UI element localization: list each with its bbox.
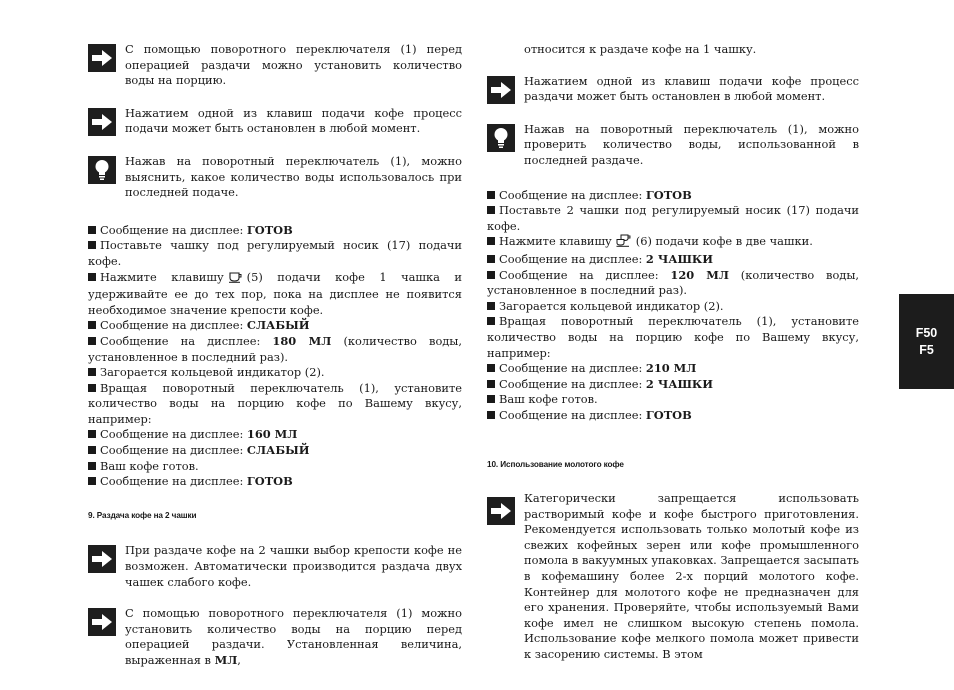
step-item: Сообщение на дисплее: ГОТОВ <box>88 223 462 239</box>
step-item: Сообщение на дисплее: СЛАБЫЙ <box>88 318 462 334</box>
bullet-square-icon <box>88 446 96 454</box>
bullet-square-icon <box>88 273 96 281</box>
continued-text: относится к раздаче кофе на 1 чашку. <box>524 42 757 56</box>
step-item: Сообщение на дисплее: ГОТОВ <box>88 474 462 490</box>
display-message: ГОТОВ <box>246 222 293 237</box>
left-column <box>88 42 462 686</box>
bullet-square-icon <box>88 241 96 249</box>
bullet-square-icon <box>487 411 495 419</box>
bullet-square-icon <box>88 430 96 438</box>
tip-text: Нажав на поворотный переключатель (1), можно выяснить, какое количество воды использовалось при последней подаче. <box>125 153 462 200</box>
bullet-square-icon <box>88 226 96 234</box>
step-item: Сообщение на дисплее: 180 МЛ (количество воды, установленное в последний раз). <box>88 333 462 364</box>
step-item: Поставьте 2 чашки под регулируемый носик (17) подачи кофе. <box>487 203 859 233</box>
model-label: F5 <box>919 342 934 357</box>
bullet-square-icon <box>88 477 96 485</box>
bullet-square-icon <box>487 364 495 372</box>
tip-note <box>487 122 859 169</box>
display-message: 120 МЛ <box>670 267 729 282</box>
step-item: Сообщение на дисплее: 2 ЧАШКИ <box>487 377 859 393</box>
note-arrow <box>487 491 859 663</box>
step-item: Сообщение на дисплее: ГОТОВ <box>487 408 859 424</box>
arrow-right-icon <box>487 76 515 104</box>
arrow-right-icon <box>88 545 116 573</box>
step-item: Вращая поворотный переключатель (1), установите количество воды на порцию кофе по Вашему вкусу, например: <box>88 380 462 426</box>
bullet-square-icon <box>487 271 495 279</box>
arrow-right-icon <box>88 108 116 136</box>
display-message: 210 МЛ <box>645 361 697 376</box>
step-item: Ваш кофе готов. <box>487 392 859 408</box>
bullet-square-icon <box>487 317 495 325</box>
display-message: СЛАБЫЙ <box>246 318 310 333</box>
display-message: ГОТОВ <box>645 187 692 202</box>
step-item: Сообщение на дисплее: СЛАБЫЙ <box>88 443 462 459</box>
bullet-square-icon <box>487 191 495 199</box>
bullet-square-icon <box>88 462 96 470</box>
display-message: 2 ЧАШКИ <box>645 251 714 266</box>
bullet-square-icon <box>487 255 495 263</box>
section-heading: 10. Использование молотого кофе <box>487 460 624 470</box>
tip-text: Нажав на поворотный переключатель (1), можно проверить количество воды, использованной в последней раздаче. <box>524 121 859 167</box>
display-message: СЛАБЫЙ <box>246 443 310 458</box>
display-message: 2 ЧАШКИ <box>645 376 714 391</box>
step-item: Загорается кольцевой индикатор (2). <box>88 365 462 381</box>
tip-note <box>88 154 462 201</box>
display-message: ГОТОВ <box>645 407 692 422</box>
step-item: Сообщение на дисплее: 160 МЛ <box>88 427 462 443</box>
step-item: Сообщение на дисплее: 120 МЛ (количество воды, установленное в последний раз). <box>487 267 860 298</box>
step-item: Поставьте чашку под регулируемый носик (17) подачи кофе. <box>88 238 462 268</box>
display-message: 160 МЛ <box>246 427 298 442</box>
bullet-square-icon <box>487 302 495 310</box>
step-item: Сообщение на дисплее: ГОТОВ <box>487 188 859 204</box>
bullet-square-icon <box>88 337 96 345</box>
note-text: С помощью поворотного переключателя (1) можно установить количество воды на порцию перед операцией раздачи. Установленная величина, выраженная в МЛ, <box>125 606 462 667</box>
bullet-square-icon <box>88 368 96 376</box>
bullet-square-icon <box>487 237 495 245</box>
step-item: Ваш кофе готов. <box>88 459 462 475</box>
two-cups-icon <box>616 234 632 252</box>
note-arrow <box>88 42 462 89</box>
lightbulb-icon <box>487 124 515 152</box>
step-item: Нажмите клавишу (5) подачи кофе 1 чашка и удерживайте ее до тех пор, пока на дисплее не появится необходимое значение крепости кофе. <box>88 269 462 317</box>
bullet-square-icon <box>88 321 96 329</box>
arrow-right-icon <box>88 44 116 72</box>
model-tab <box>899 294 954 389</box>
step-item: Вращая поворотный переключатель (1), установите количество воды на порцию кофе по Вашему вкусу, например: <box>487 314 859 360</box>
step-list <box>88 223 462 490</box>
section-heading: 9. Раздача кофе на 2 чашки <box>88 510 197 520</box>
note-arrow <box>88 106 462 137</box>
step-item: Загорается кольцевой индикатор (2). <box>487 299 859 315</box>
note-text: Нажатием одной из клавиш подачи кофе процесс раздачи может быть остановлен в любой момент. <box>524 73 859 104</box>
step-item: Нажмите клавишу (6) подачи кофе в две чашки. <box>487 234 859 252</box>
right-column <box>487 42 859 680</box>
bullet-square-icon <box>88 384 96 392</box>
note-text: С помощью поворотного переключателя (1) перед операцией раздачи можно установить количество воды на порцию. <box>125 42 462 88</box>
model-label: F50 <box>915 325 938 340</box>
bullet-square-icon <box>487 206 495 214</box>
bullet-square-icon <box>487 380 495 388</box>
note-arrow <box>88 543 462 590</box>
note-text: Категорически запрещается использовать растворимый кофе и кофе быстрого приготовления. Рекомендуется использовать только молотый кофе из свежих кофейных зерен или кофе промышленного помола в вакуумных упаковках. Запрещается засыпать в кофемашину более 2-х порций молотого кофе. Контейнер для молотого кофе не предназначен для его хранения. Проверяйте, чтобы используемый Вами кофе имел не слишком высокую степень помола. Использование кофе мелкого помола может привести к засорению системы. В этом <box>524 491 859 661</box>
bullet-square-icon <box>487 395 495 403</box>
step-item: Сообщение на дисплее: 210 МЛ <box>487 361 859 377</box>
note-text: При раздаче кофе на 2 чашки выбор крепости кофе не возможен. Автоматически производится раздача двух чашек слабого кофе. <box>125 543 462 589</box>
display-message: 180 МЛ <box>272 333 332 348</box>
lightbulb-icon <box>88 156 116 184</box>
arrow-right-icon <box>487 497 515 525</box>
note-arrow <box>487 74 859 105</box>
one-cup-icon <box>228 272 243 288</box>
display-message: ГОТОВ <box>246 474 293 489</box>
arrow-right-icon <box>88 608 116 636</box>
note-text: Нажатием одной из клавиш подачи кофе процесс подачи может быть остановлен в любой момент. <box>125 105 462 136</box>
note-arrow <box>88 606 462 668</box>
step-list <box>487 188 859 424</box>
step-item: Сообщение на дисплее: 2 ЧАШКИ <box>487 252 859 268</box>
